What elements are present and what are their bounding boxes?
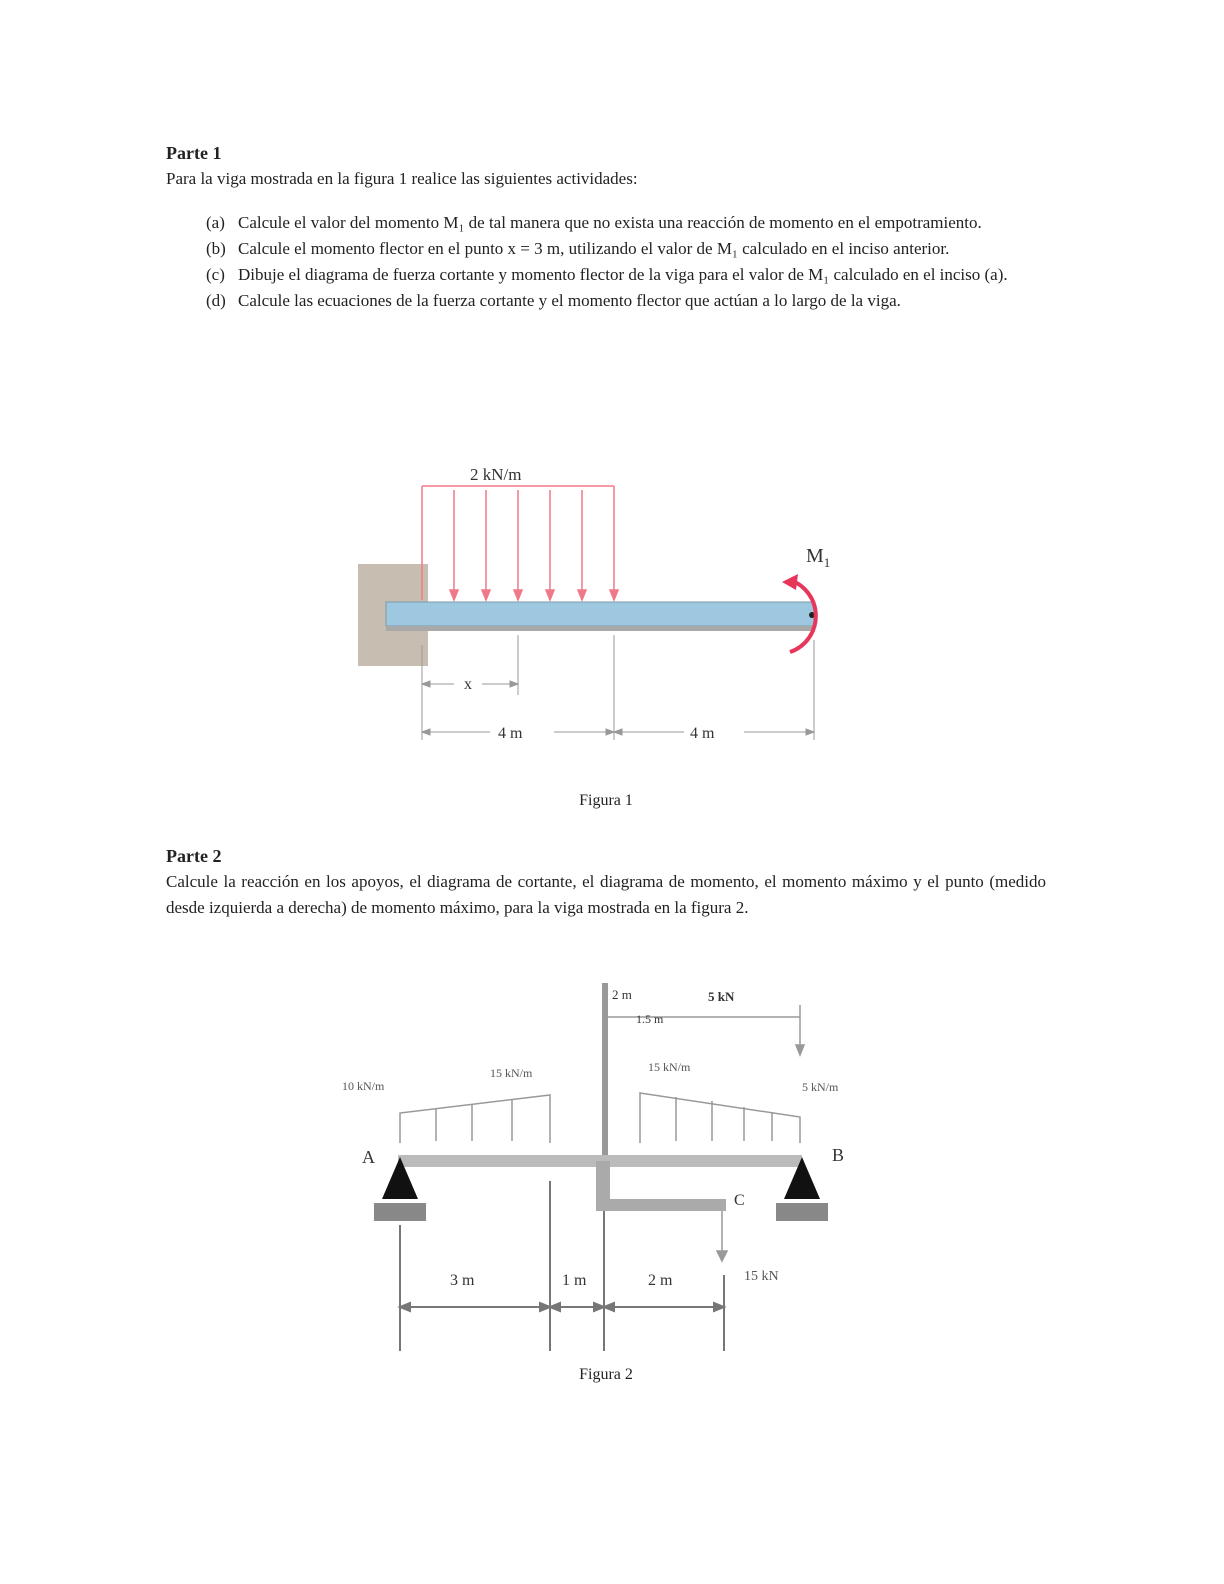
- top-dim-label: 1.5 m: [636, 1012, 664, 1026]
- part1-items: [206, 210, 1046, 314]
- force-C-label: 15 kN: [744, 1269, 779, 1284]
- item-text: Calcule el momento flector en el punto x = 3 m, utilizando el valor de M₁ calculado en el inciso anterior.: [238, 239, 950, 258]
- force-C-arrow: [717, 1211, 727, 1261]
- left-distributed-load: [400, 1095, 550, 1143]
- moment-arrowhead: [782, 574, 798, 590]
- right-distributed-load: [640, 1093, 800, 1143]
- support-B-base: [776, 1203, 828, 1221]
- distributed-load: [422, 486, 618, 600]
- right-load-start: 15 kN/m: [648, 1060, 691, 1074]
- item-mark: (b): [206, 239, 226, 258]
- part1-heading: Parte 1: [166, 143, 222, 163]
- list-item: [206, 236, 1046, 262]
- span-dimensions: [422, 635, 814, 740]
- part2-section: [166, 843, 1046, 921]
- item-mark: (d): [206, 291, 226, 310]
- list-item: [206, 210, 1046, 236]
- figure2-caption: Figura 2: [579, 1366, 633, 1383]
- dim-label: 2 m: [648, 1272, 673, 1289]
- vertical-post: [602, 983, 608, 1161]
- support-A-base: [374, 1203, 426, 1221]
- part1-intro: Para la viga mostrada en la figura 1 realice las siguientes actividades:: [166, 169, 638, 188]
- left-load-start: 10 kN/m: [342, 1079, 385, 1093]
- dim-label: 3 m: [450, 1272, 475, 1289]
- figure1-diagram: [350, 450, 870, 750]
- item-mark: (c): [206, 265, 225, 284]
- label-A: A: [362, 1147, 375, 1167]
- list-item: [206, 262, 1046, 288]
- x-label: x: [464, 676, 472, 693]
- beam: [386, 602, 814, 626]
- label-C: C: [734, 1192, 745, 1209]
- top-force-label: 5 kN: [708, 989, 735, 1004]
- dim-right-label: 4 m: [690, 725, 715, 742]
- part2-text: Calcule la reacción en los apoyos, el diagrama de cortante, el diagrama de momento, el momento máximo y el punto (medido desde izquierda a derecha) de momento máximo, para la viga mostrada en la figura 2.: [166, 872, 1046, 917]
- top-distance-label: 2 m: [612, 987, 632, 1002]
- figure2-diagram: [340, 975, 880, 1365]
- arm-vertical: [596, 1161, 610, 1201]
- dim-label: 1 m: [562, 1272, 587, 1289]
- beam-shadow: [386, 626, 814, 631]
- part1-section: [166, 140, 1046, 314]
- part2-heading: Parte 2: [166, 846, 222, 866]
- item-text: Calcule el valor del momento M₁ de tal manera que no exista una reacción de momento en el empotramiento.: [238, 213, 982, 232]
- left-load-end: 15 kN/m: [490, 1066, 533, 1080]
- moment-label: $M_1$: [806, 545, 831, 570]
- figure1-caption: Figura 1: [579, 792, 633, 809]
- arm-horizontal: [596, 1199, 726, 1211]
- item-text: Dibuje el diagrama de fuerza cortante y momento flector de la viga para el valor de M₁ calculado en el inciso (a).: [238, 265, 1008, 284]
- moment-subscript: 1: [823, 555, 831, 570]
- dim-left-label: 4 m: [498, 725, 523, 742]
- label-B: B: [832, 1145, 845, 1165]
- item-mark: (a): [206, 213, 225, 232]
- list-item: [206, 288, 1046, 314]
- right-load-end: 5 kN/m: [802, 1080, 839, 1094]
- load-label: 2 kN/m: [470, 465, 522, 484]
- item-text: Calcule las ecuaciones de la fuerza cortante y el momento flector que actúan a lo largo de la viga.: [238, 291, 901, 310]
